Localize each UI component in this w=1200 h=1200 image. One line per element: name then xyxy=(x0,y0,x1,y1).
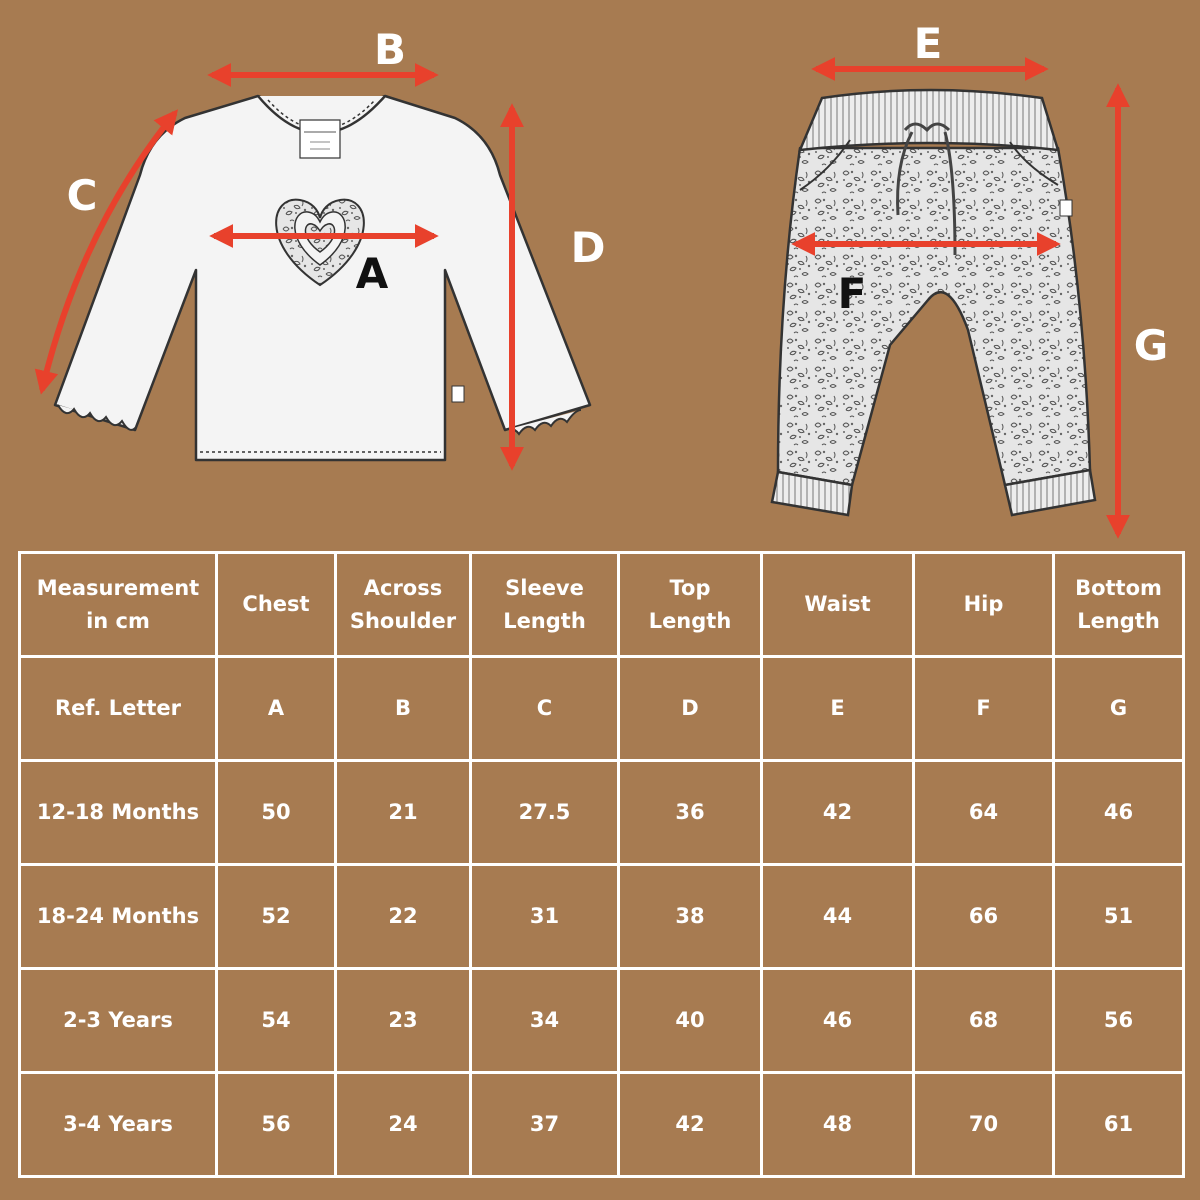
row-label: 18-24 Months xyxy=(20,865,217,969)
table-row xyxy=(20,761,1184,865)
table-cell: F xyxy=(914,657,1054,761)
waistband xyxy=(800,90,1058,150)
table-cell: 27.5 xyxy=(471,761,619,865)
label-a: A xyxy=(355,249,389,298)
header-sleeve-length: Sleeve Length xyxy=(471,553,619,657)
table-cell: 61 xyxy=(1054,1073,1184,1177)
header-across-shoulder: Across Shoulder xyxy=(336,553,471,657)
table-cell: 56 xyxy=(217,1073,336,1177)
row-label: 2-3 Years xyxy=(20,969,217,1073)
table-row xyxy=(20,865,1184,969)
table-cell: 44 xyxy=(762,865,914,969)
table-cell: 36 xyxy=(619,761,762,865)
header-bottom-length: Bottom Length xyxy=(1054,553,1184,657)
pants-body xyxy=(778,148,1090,485)
label-e: E xyxy=(913,19,943,68)
table-row xyxy=(20,969,1184,1073)
table-cell: 34 xyxy=(471,969,619,1073)
table-cell: 68 xyxy=(914,969,1054,1073)
table-cell: 56 xyxy=(1054,969,1184,1073)
table-cell: 24 xyxy=(336,1073,471,1177)
size-chart-table xyxy=(18,551,1185,1178)
header-measurement: Measurement in cm xyxy=(20,553,217,657)
table-cell: 21 xyxy=(336,761,471,865)
bottom-garment xyxy=(772,90,1095,515)
garment-diagram xyxy=(0,0,1200,545)
table-row xyxy=(20,657,1184,761)
table-row xyxy=(20,1073,1184,1177)
table-cell: 31 xyxy=(471,865,619,969)
table-header-row xyxy=(20,553,1184,657)
table-cell: 48 xyxy=(762,1073,914,1177)
table-cell: 42 xyxy=(762,761,914,865)
table-cell: 22 xyxy=(336,865,471,969)
table-cell: 52 xyxy=(217,865,336,969)
table-cell: 70 xyxy=(914,1073,1054,1177)
header-waist: Waist xyxy=(762,553,914,657)
table-cell: 50 xyxy=(217,761,336,865)
label-b: B xyxy=(373,25,407,74)
label-c: C xyxy=(66,171,98,220)
table-cell: C xyxy=(471,657,619,761)
table-cell: 38 xyxy=(619,865,762,969)
table-cell: E xyxy=(762,657,914,761)
table-cell: 66 xyxy=(914,865,1054,969)
row-label: Ref. Letter xyxy=(20,657,217,761)
label-f: F xyxy=(837,269,867,318)
header-hip: Hip xyxy=(914,553,1054,657)
header-chest: Chest xyxy=(217,553,336,657)
table-cell: A xyxy=(217,657,336,761)
table-cell: 46 xyxy=(1054,761,1184,865)
table-cell: 46 xyxy=(762,969,914,1073)
table-cell: 23 xyxy=(336,969,471,1073)
table-cell: 54 xyxy=(217,969,336,1073)
table-cell: D xyxy=(619,657,762,761)
label-d: D xyxy=(570,223,606,272)
table-cell: 64 xyxy=(914,761,1054,865)
row-label: 12-18 Months xyxy=(20,761,217,865)
table-cell: G xyxy=(1054,657,1184,761)
header-top-length: Top Length xyxy=(619,553,762,657)
row-label: 3-4 Years xyxy=(20,1073,217,1177)
table-cell: 40 xyxy=(619,969,762,1073)
table-cell: 42 xyxy=(619,1073,762,1177)
table-cell: 37 xyxy=(471,1073,619,1177)
label-g: G xyxy=(1133,321,1169,370)
table-cell: 51 xyxy=(1054,865,1184,969)
table-cell: B xyxy=(336,657,471,761)
